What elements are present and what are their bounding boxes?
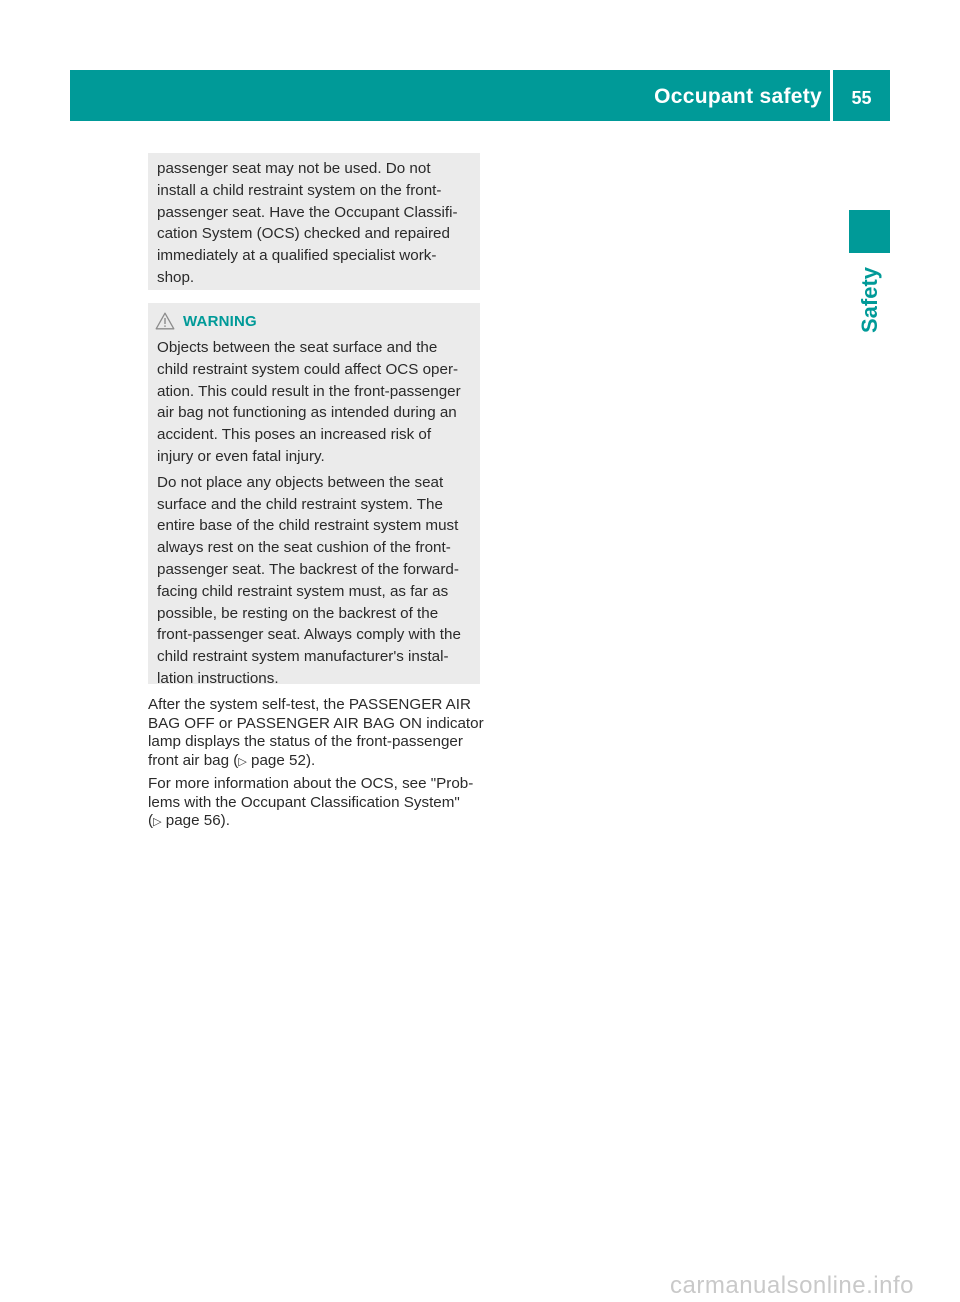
header-bar <box>70 70 890 121</box>
section-title: Occupant safety <box>654 85 822 108</box>
text-fragment: front air bag ( <box>148 751 239 769</box>
continued-warning-box <box>148 153 480 290</box>
text-line: Do not place any objects between the seat <box>157 473 444 491</box>
more-info-paragraph <box>148 775 484 832</box>
text-line: Objects between the seat surface and the <box>157 339 438 356</box>
text-line: ation. This could result in the front-passenger <box>157 382 461 400</box>
text-line: For more information about the OCS, see "Prob- <box>148 775 474 792</box>
warning-header <box>157 309 473 333</box>
text-line: lems with the Occupant Classification System" <box>148 793 460 811</box>
text-line: accident. This poses an increased risk of <box>157 426 432 444</box>
text-line: immediately at a qualified specialist work- <box>157 247 437 265</box>
chapter-tab-marker <box>849 210 890 253</box>
text-line: always rest on the seat cushion of the front- <box>157 539 451 557</box>
text-line: cation System (OCS) checked and repaired <box>157 225 450 243</box>
text-line: BAG OFF or PASSENGER AIR BAG ON indicator <box>148 714 484 732</box>
watermark: carmanualsonline.info <box>670 1272 914 1299</box>
text-fragment: ( <box>148 812 154 829</box>
warning-paragraph-instruction <box>157 472 473 690</box>
warning-triangle-icon <box>155 312 175 330</box>
text-line: entire base of the child restraint system must <box>157 517 459 535</box>
text-line: injury or even fatal injury. <box>157 447 325 465</box>
page-reference-link[interactable]: page 52 <box>251 751 306 769</box>
page-reference-arrow-icon: ▷ <box>238 755 247 768</box>
text-fragment: ). <box>305 751 316 769</box>
text-line: child restraint system manufacturer's instal- <box>157 648 449 666</box>
page-number: 55 <box>851 88 872 108</box>
self-test-paragraph <box>148 696 484 771</box>
text-line: After the system self-test, the PASSENGER AIR <box>148 696 471 713</box>
continued-warning-text <box>157 158 473 289</box>
text-line: install a child restraint system on the front- <box>157 181 442 199</box>
text-line: passenger seat. Have the Occupant Classifi- <box>157 203 458 221</box>
text-line: air bag not functioning as intended during an <box>157 404 457 422</box>
text-line: lation instructions. <box>157 669 279 687</box>
text-fragment: ). <box>220 812 230 829</box>
text-line: possible, be resting on the backrest of the <box>157 604 439 622</box>
warning-box <box>148 303 480 687</box>
text-line: child restraint system could affect OCS oper- <box>157 360 459 378</box>
text-line: passenger seat. The backrest of the forward- <box>157 560 459 578</box>
text-line: passenger seat may not be used. Do not <box>157 160 431 177</box>
text-line: front-passenger seat. Always comply with the <box>157 626 461 644</box>
text-line: surface and the child restraint system. The <box>157 495 443 513</box>
text-line: facing child restraint system must, as far as <box>157 582 449 600</box>
text-line: shop. <box>157 268 195 286</box>
page-reference-arrow-icon: ▷ <box>153 816 162 828</box>
page-reference-link[interactable]: page 56 <box>165 812 221 829</box>
text-line: lamp displays the status of the front-passenger <box>148 733 463 750</box>
chapter-tab-label: Safety <box>857 266 882 334</box>
warning-title: WARNING <box>183 312 257 330</box>
warning-paragraph-risk <box>157 337 473 468</box>
body-text <box>148 696 484 832</box>
